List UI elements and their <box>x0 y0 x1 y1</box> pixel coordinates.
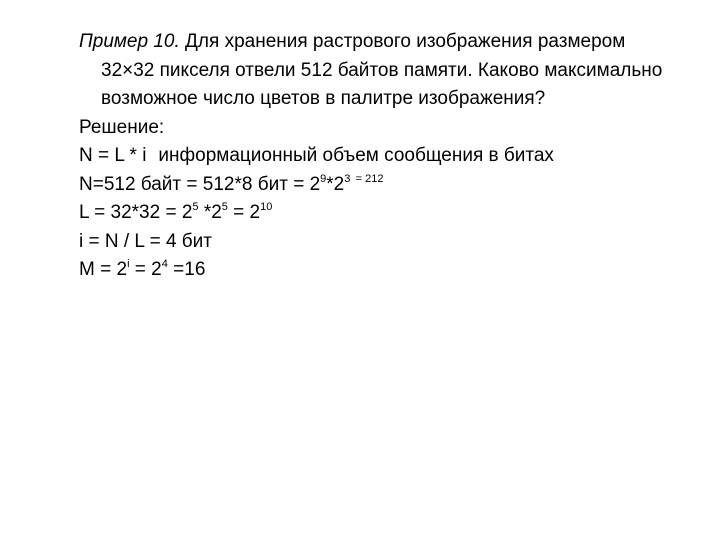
formula-3-exp-2: 5 <box>221 201 228 213</box>
formula-2-exp-2: 3 <box>344 172 351 185</box>
formula-line-4: i = N / L = 4 бит <box>79 230 212 252</box>
formula-3-part-a: L = 32*32 = 2 <box>79 202 193 223</box>
problem-label: Пример 10. <box>79 31 180 52</box>
formula-3-part-b: *2 <box>203 202 222 223</box>
formula-2-exp-3: 12 <box>371 172 384 185</box>
formula-5-exp-1: i <box>127 258 130 270</box>
formula-3-exp-1: 5 <box>192 201 199 213</box>
slide-content <box>79 28 679 285</box>
problem-statement <box>79 28 679 114</box>
problem-text: Для хранения растрового изображения размером 32×32 пикселя отвели 512 байтов памяти. Каково максимально возможное число цветов в палитре изображения? <box>101 31 663 109</box>
formula-5-part-c: =16 <box>167 259 206 280</box>
formula-5-part-a: M = 2 <box>79 259 128 280</box>
formula-line-2 <box>79 171 679 200</box>
formula-2-exp-1: 9 <box>320 172 327 185</box>
formula-5-exp-2: 4 <box>161 258 168 270</box>
formula-1: N = L * i <box>79 145 147 166</box>
formula-2-part-c: = 212 <box>355 172 384 185</box>
formula-3-exp-3: 10 <box>260 201 273 213</box>
formula-5-part-b: = 2 <box>129 259 162 280</box>
formula-line-1 <box>79 142 679 171</box>
formula-3-part-c: = 2 <box>227 202 261 223</box>
formula-2-part-b: *2 <box>326 173 345 195</box>
formula-line-5 <box>79 256 679 285</box>
formula-line-3 <box>79 199 679 228</box>
formula-1-note: информационный объем сообщения в битах <box>158 145 554 166</box>
formula-2-part-a: N=512 байт = 512*8 бит = 2 <box>79 173 321 195</box>
solution-heading: Решение: <box>79 116 165 138</box>
